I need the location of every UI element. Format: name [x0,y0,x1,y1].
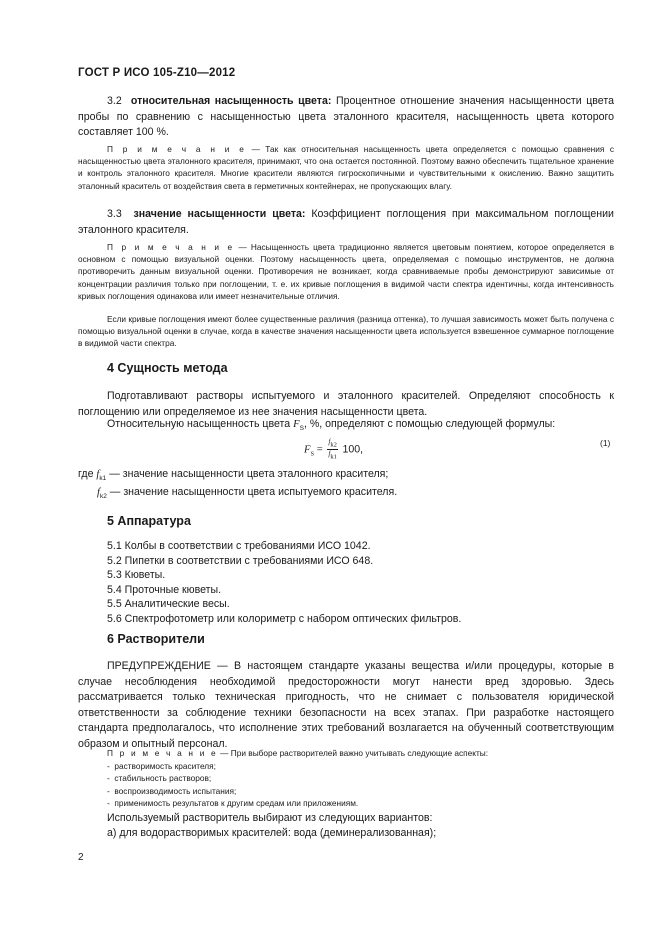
page-number: 2 [78,852,84,863]
term: относительная насыщенность цвета: [130,95,332,107]
formula-intro: Относительную насыщенность цвета $F_S$, %, определяют с помощью следующей формулы: [107,418,556,433]
note-text: — При выборе растворителей важно учитывать следующие аспекты: [220,748,489,758]
list-item: 5.4 Проточные кюветы. [107,583,222,596]
note-text: — Насыщенность цвета традиционно является цветовым понятием, которое определяется в основном с помощью визуальной оценки. Поэтому насыщенность цвета, определяемая с помощью инструментов, не должна противоречить данным визуальной оценки. Противоречия не возникает, когда сравниваемые пробы демонстрируют зависимые от концентрации различия только при поглощении, т. е. их кривые поглощения в видимой части спектра идентичны, когда интенсивность кривых поглощения одинакова или имеет незначительные отличия. [78,242,614,301]
list-item: 5.5 Аналитические весы. [107,598,230,611]
fraction: $\frac{f_{k2}}{f_{k1}}$ [328,438,337,461]
equation-number: (1) [600,438,611,448]
list-item: - растворимость красителя; [107,760,358,772]
list-item: - применимость результатов к другим средам или приложениям. [107,797,358,809]
note-label: П р и м е ч а н и е [107,144,247,154]
note-label: П р и м е ч а н и е [107,242,235,252]
list-item: - стабильность растворов; [107,772,358,784]
term: значение насыщенности цвета: [133,208,306,220]
option-a: a) для водорастворимых красителей: вода (деминерализованная); [107,827,437,839]
apparatus-list [107,539,461,627]
list-item: 5.2 Пипетки в соответствии с требованиями ИСО 648. [107,554,374,567]
aspects-list [107,760,358,809]
clause-number: 3.3 [107,208,122,220]
formula-1: $F_S$ = $\frac{f_{k2}}{f_{k1}}$ 100, [304,438,364,461]
where-fk2: $f_{k2}$ — значение насыщенности цвета испытуемого красителя. [97,486,398,501]
list-item: - воспроизводимость испытания; [107,785,358,797]
list-item: 5.6 Спектрофотометр или колориметр с набором оптических фильтров. [107,612,462,625]
clause-3-3 [78,207,614,238]
note-3-3-continuation: Если кривые поглощения имеют более существенные различия (разница оттенка), то лучшая зависимость может быть получена с помощью визуальной оценки в случае, когда в качестве значения насыщенности цвета используется взвешенное суммарное поглощение в видимой части спектра. [78,314,614,349]
section-6-heading: 6 Растворители [107,632,205,646]
section-5-heading: 5 Аппаратура [107,514,191,528]
list-item: 5.3 Кюветы. [107,569,166,582]
safety-warning: ПРЕДУПРЕЖДЕНИЕ — В настоящем стандарте указаны вещества и/или процедуры, которые в случае несоблюдения необходимой предосторожности могут нанести вред здоровью. Здесь рассматривается только техническая пригодность, что не снимает с пользователя юридической ответственности за соблюдение техники безопасности на всех этапах. При разработке настоящего стандарта предполагалось, что исполнение этих требований возлагается на обученный соответствующим образом и опытный персонал. [78,660,614,750]
document-header: ГОСТ Р ИСО 105-Z10—2012 [78,67,236,79]
note-label: П р и м е ч а н и е [107,748,218,758]
note-3-2 [78,143,614,192]
definition: Процентное отношение значения насыщенности цвета пробы по сравнению с насыщенностью цвета эталонного красителя, насыщенность цвета которого составляет 100 %. [78,95,614,139]
where-fk1: где $f_{k1}$ — значение насыщенности цвета эталонного красителя; [78,468,389,483]
clause-number: 3.2 [107,95,122,107]
list-item: 5.1 Колбы в соответствии с требованиями ИСО 1042. [107,540,371,552]
definition: Коэффициент поглощения при максимальном поглощении эталонного красителя. [78,208,614,236]
section-4-heading: 4 Сущность метода [107,361,228,375]
clause-3-2 [78,94,614,141]
note-text: — Так как относительная насыщенность цвета определяется с помощью сравнения с насыщенностью цвета эталонного красителя, принимают, что она остается постоянной. Поэтому важно обеспечить тщательное хранение и контроль эталонного красителя. Многие красители являются гигроскопичными и чувствительными к окислению. Важно защитить эталонный краситель от воздействия света в герметичных контейнерах, не пропускающих влагу. [78,144,614,191]
section-4-paragraph: Подготавливают растворы испытуемого и эталонного красителей. Определяют способность к поглощению или определяемое из нее значения насыщенности цвета. [78,390,614,418]
note-3-3 [78,241,614,302]
note-section-6 [78,747,614,759]
solvent-choice: Используемый растворитель выбирают из следующих вариантов: [107,812,433,824]
